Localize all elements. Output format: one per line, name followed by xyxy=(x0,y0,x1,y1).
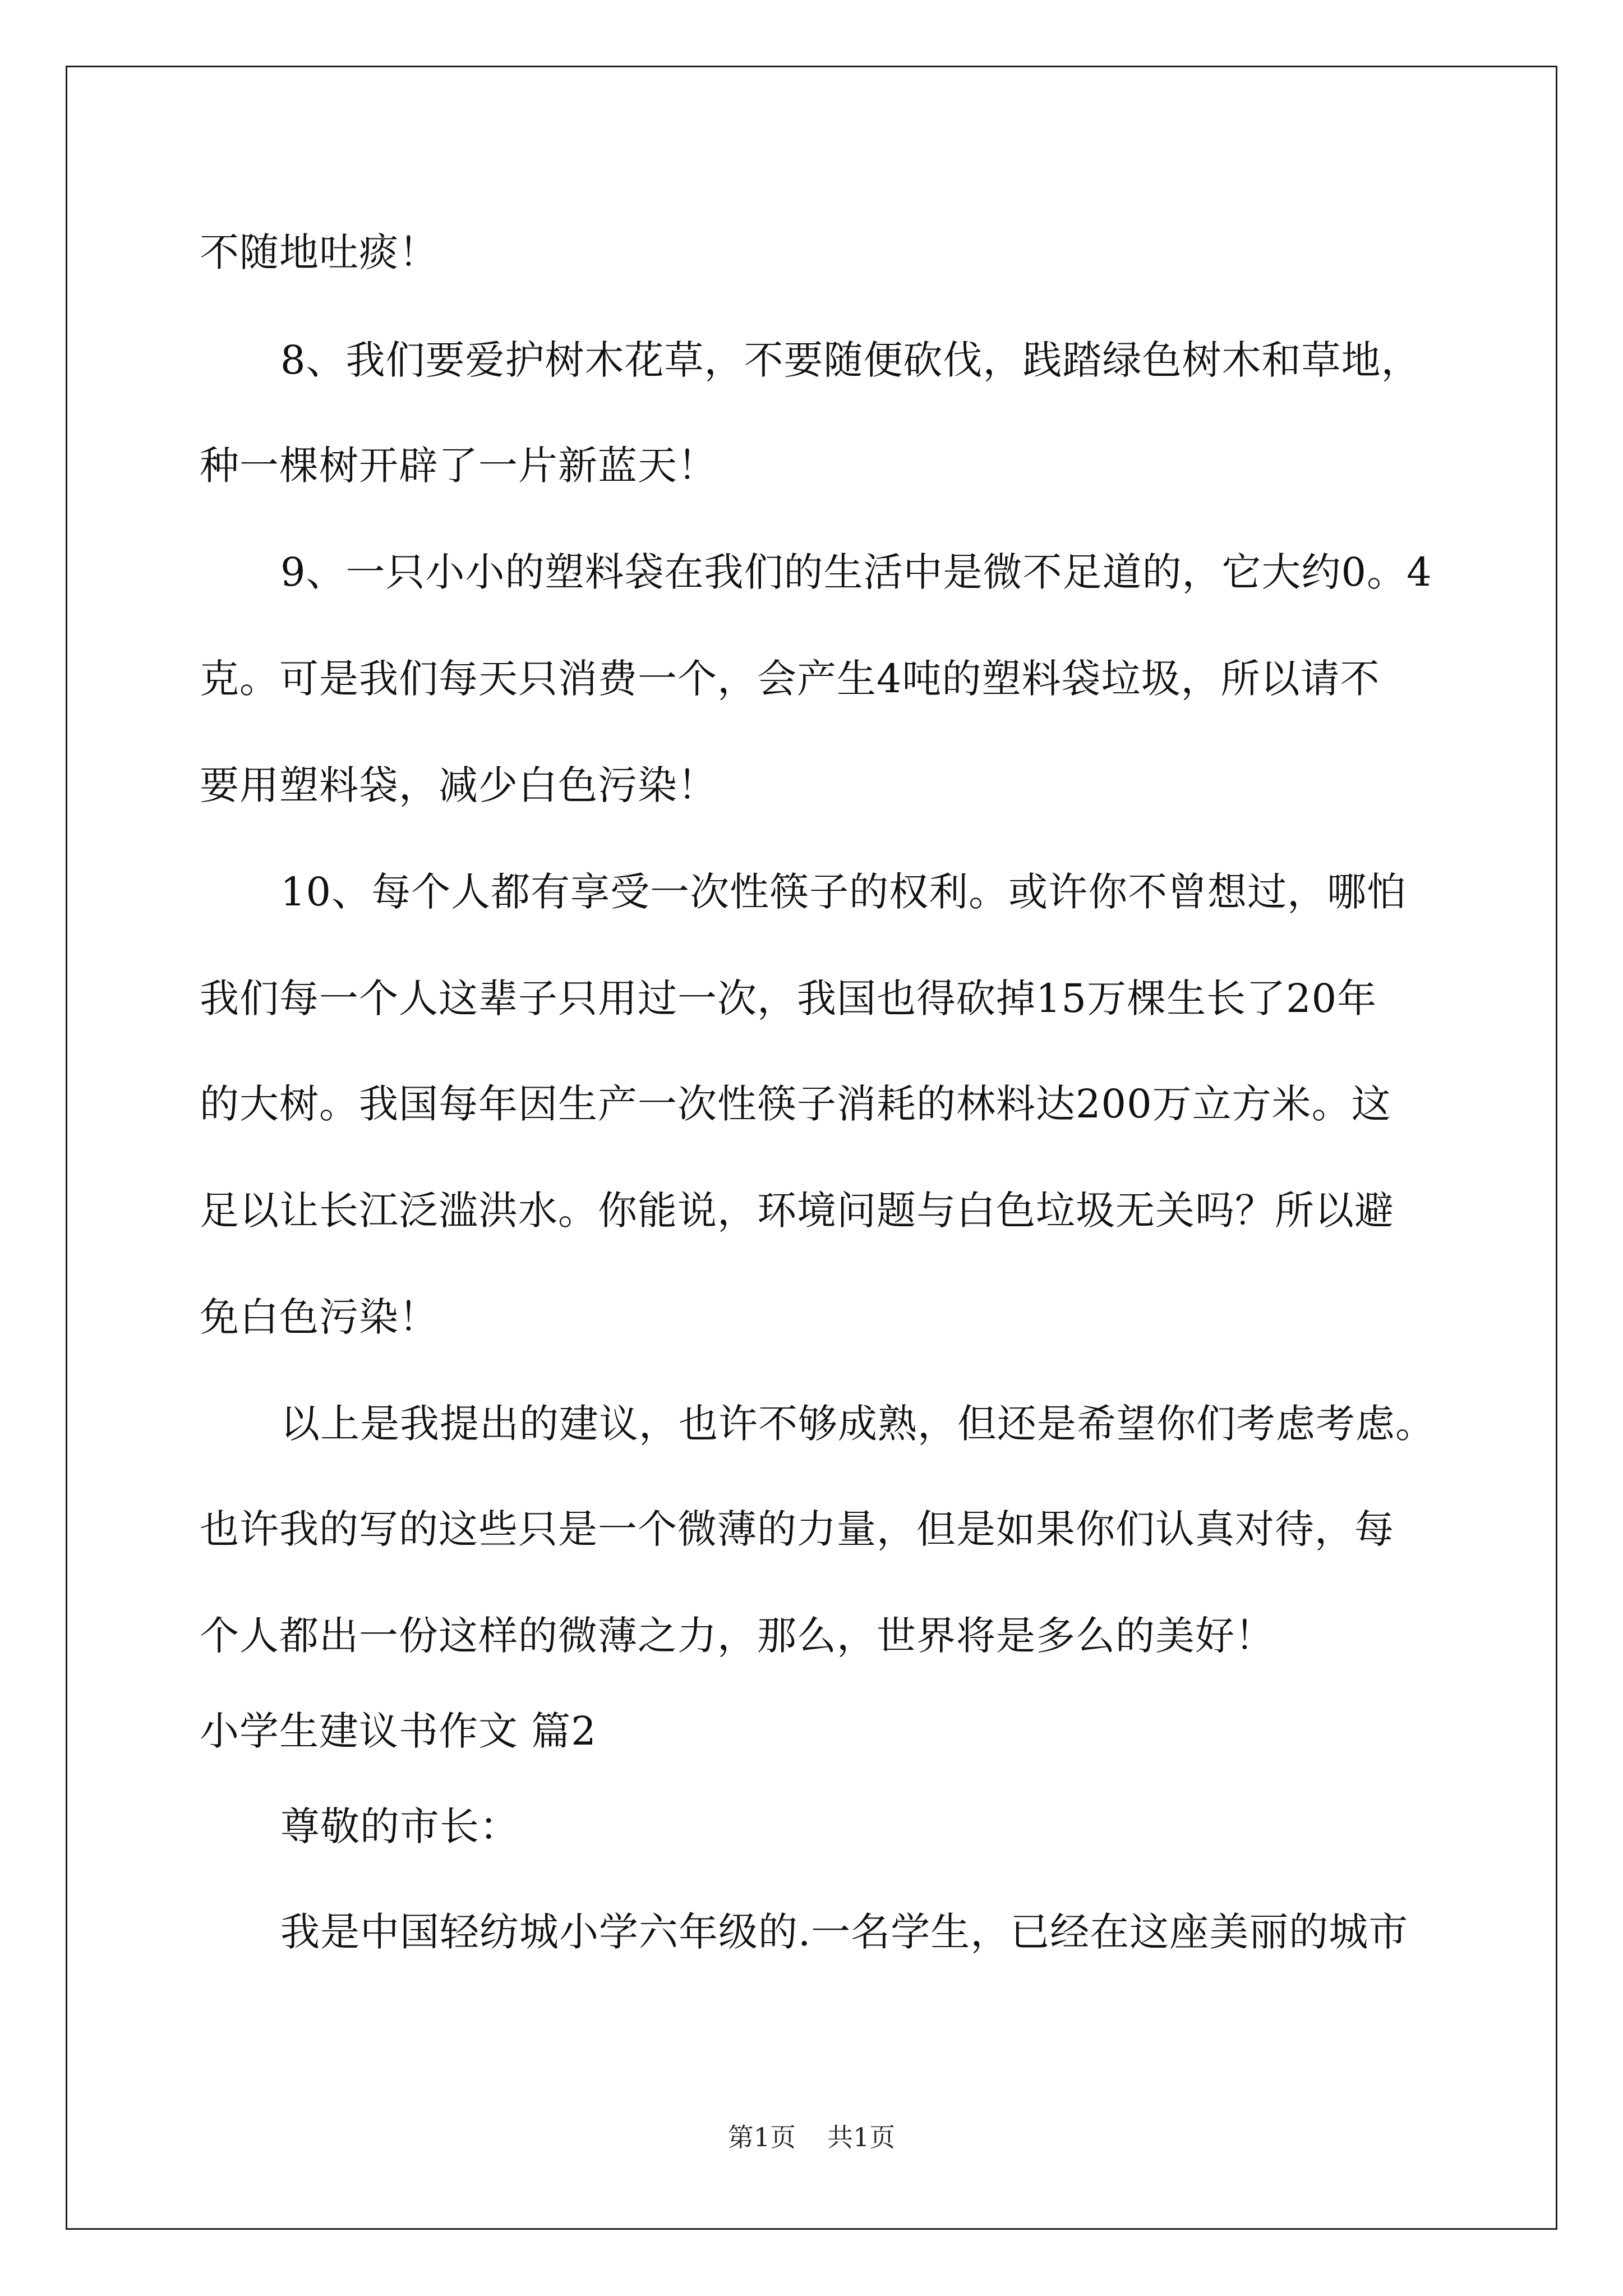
page-footer xyxy=(0,2120,1623,2154)
text-line: 的大树。我国每年因生产一次性筷子消耗的林料达200万立方米。这 xyxy=(200,1081,1391,1127)
text-line: 要用塑料袋，减少白色污染！ xyxy=(200,762,717,808)
text-line: 克。可是我们每天只消费一个，会产生4吨的塑料袋垃圾，所以请不 xyxy=(200,656,1380,702)
page-number: 第1页 xyxy=(727,2122,796,2152)
text-line: 也许我的写的这些只是一个微薄的力量，但是如果你们认真对待，每 xyxy=(200,1506,1394,1552)
text-line: 9、一只小小的塑料袋在我们的生活中是微不足道的，它大约0。4 xyxy=(280,549,1432,595)
text-line: 足以让长江泛滥洪水。你能说，环境问题与白色垃圾无关吗？所以避 xyxy=(200,1188,1394,1234)
text-line: 免白色污染！ xyxy=(200,1294,439,1340)
section-heading: 小学生建议书作文 篇2 xyxy=(200,1708,597,1754)
text-line: 8、我们要爱护树木花草，不要随便砍伐，践踏绿色树木和草地， xyxy=(280,337,1421,383)
text-line: 我们每一个人这辈子只用过一次，我国也得砍掉15万棵生长了20年 xyxy=(200,976,1377,1022)
text-line: 以上是我提出的建议，也许不够成熟，但还是希望你们考虑考虑。 xyxy=(280,1401,1435,1447)
text-line: 个人都出一份这样的微薄之力，那么，世界将是多么的美好！ xyxy=(200,1613,1275,1659)
text-line: 种一棵树开辟了一片新蓝天！ xyxy=(200,443,717,489)
text-line: 不随地吐痰！ xyxy=(200,229,439,275)
text-line: 我是中国轻纺城小学六年级的.一名学生，已经在这座美丽的城市 xyxy=(280,1909,1409,1955)
page-total: 共1页 xyxy=(827,2122,896,2152)
text-line: 10、每个人都有享受一次性筷子的权利。或许你不曾想过，哪怕 xyxy=(280,869,1407,915)
salutation: 尊敬的市长： xyxy=(280,1803,519,1849)
